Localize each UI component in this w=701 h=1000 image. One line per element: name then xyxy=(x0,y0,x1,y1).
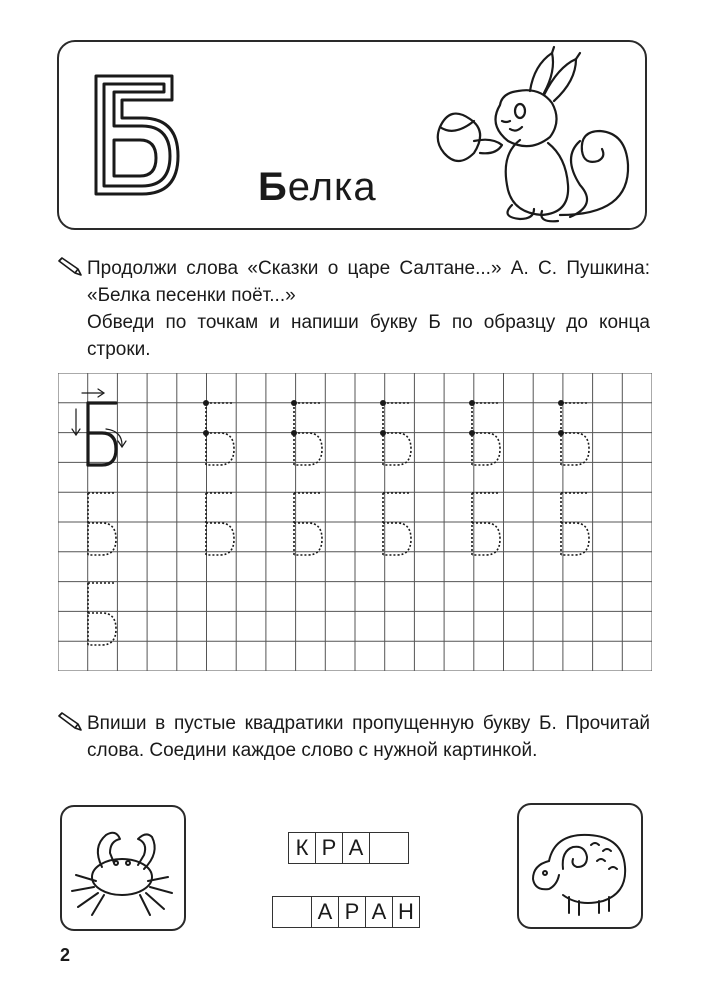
letter-cell: Р xyxy=(338,896,366,928)
empty-letter-cell[interactable] xyxy=(272,896,312,928)
start-dot xyxy=(203,400,209,406)
letter-cell: А xyxy=(365,896,393,928)
start-dot xyxy=(203,430,209,436)
tracing-letter xyxy=(88,583,116,645)
crab-icon xyxy=(62,807,184,929)
pencil-icon xyxy=(57,257,83,277)
start-dot xyxy=(558,400,564,406)
page-number: 2 xyxy=(60,945,71,965)
big-letter-b-outline xyxy=(90,70,182,200)
start-dot xyxy=(291,430,297,436)
tracing-letter xyxy=(383,493,411,555)
task2-instructions xyxy=(87,710,650,764)
tracing-letter xyxy=(561,403,589,465)
tracing-letter xyxy=(206,493,234,555)
header-word xyxy=(258,165,377,210)
letter-cell: Н xyxy=(392,896,420,928)
ram-card[interactable] xyxy=(517,803,643,929)
letter-cell: А xyxy=(342,832,370,864)
start-dot xyxy=(469,430,475,436)
letter-cell: К xyxy=(288,832,316,864)
task1-line2: Обведи по точкам и напиши букву Б по образцу до конца строки. xyxy=(87,312,650,360)
tracing-letter xyxy=(294,493,322,555)
tracing-letter xyxy=(561,493,589,555)
tracing-letter xyxy=(472,493,500,555)
letter-cell: Р xyxy=(315,832,343,864)
tracing-letter xyxy=(294,403,322,465)
header-word-rest: елка xyxy=(287,165,377,209)
squirrel-icon xyxy=(430,45,640,225)
tracing-letter xyxy=(472,403,500,465)
task1-instructions xyxy=(87,255,650,363)
start-dot xyxy=(469,400,475,406)
word-puzzle-2 xyxy=(273,896,420,928)
start-dot xyxy=(380,400,386,406)
empty-letter-cell[interactable] xyxy=(369,832,409,864)
header-word-first-letter: Б xyxy=(258,165,288,209)
tracing-letter xyxy=(383,403,411,465)
start-dot xyxy=(558,430,564,436)
crab-card[interactable] xyxy=(60,805,186,931)
ram-icon xyxy=(519,805,641,927)
word-puzzle-1 xyxy=(289,832,409,864)
tracing-letter xyxy=(206,403,234,465)
tracing-letter xyxy=(88,493,116,555)
tracing-grid xyxy=(58,373,652,671)
start-dot xyxy=(291,400,297,406)
start-dot xyxy=(380,430,386,436)
task2-line1: Впиши в пустые квадратики пропущенную букву Б. Прочитай слова. Соедини каждое слово с нужной картинкой. xyxy=(87,713,650,761)
pencil-icon xyxy=(57,712,83,732)
letter-cell: А xyxy=(311,896,339,928)
task1-line1: Продолжи слова «Сказки о царе Салтане...» А. С. Пушкина: «Белка песенки поёт...» xyxy=(87,258,650,306)
